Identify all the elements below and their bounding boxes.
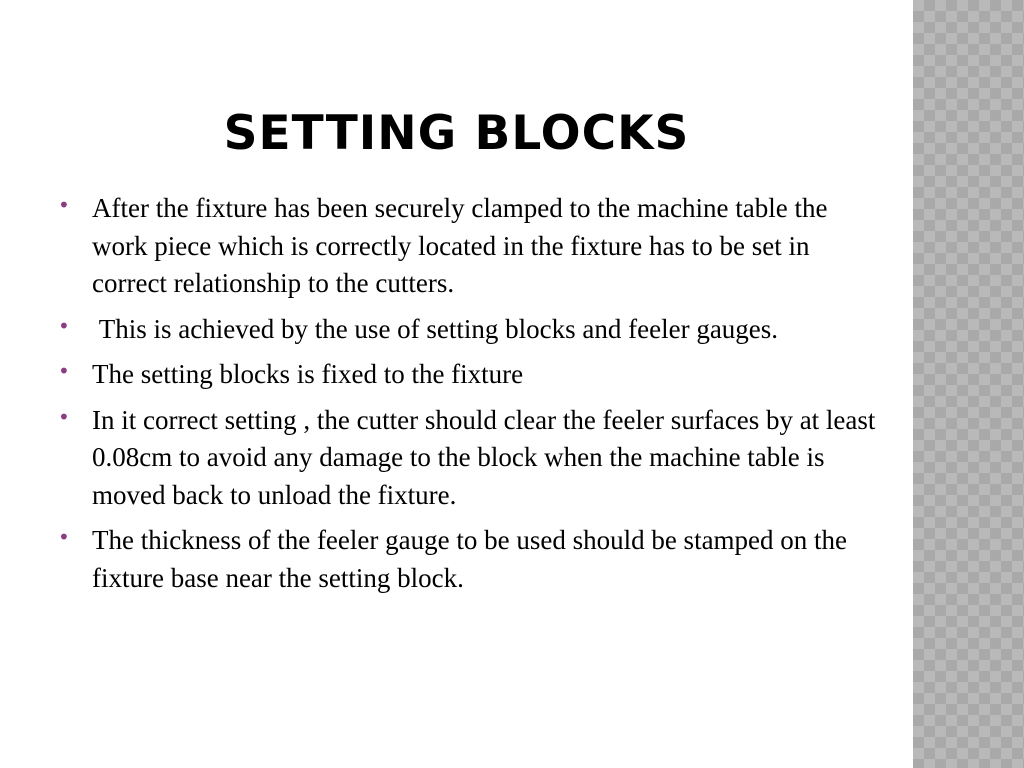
bullet-icon: • [58,313,70,338]
bullet-list [56,190,876,605]
bullet-icon: • [58,193,70,217]
bullet-item-3 [56,356,876,394]
bullet-item-5 [56,522,876,597]
decorative-side-pattern [913,0,1024,768]
bullet-item-4 [56,402,876,515]
bullet-icon: • [58,525,70,549]
bullet-text: The thickness of the feeler gauge to be used should be stamped on the fixture base near the setting block. [92,525,848,593]
bullet-icon: • [58,404,70,429]
bullet-text: The setting blocks is fixed to the fixture [92,359,524,389]
slide-title: SETTING BLOCKS [223,106,690,161]
bullet-item-1 [56,190,876,303]
bullet-text: This is achieved by the use of setting blocks and feeler gauges. [92,313,779,344]
bullet-icon: • [58,359,70,383]
bullet-item-2 [56,311,876,349]
bullet-text: After the fixture has been securely clamped to the machine table the work piece which is correctly located in the fixture has to be set in correct relationship to the cutters. [92,193,828,298]
bullet-text: In it correct setting , the cutter should clear the feeler surfaces by at least 0.08cm to avoid any damage to the block when the machine table is moved back to unload the fixture. [92,404,876,510]
